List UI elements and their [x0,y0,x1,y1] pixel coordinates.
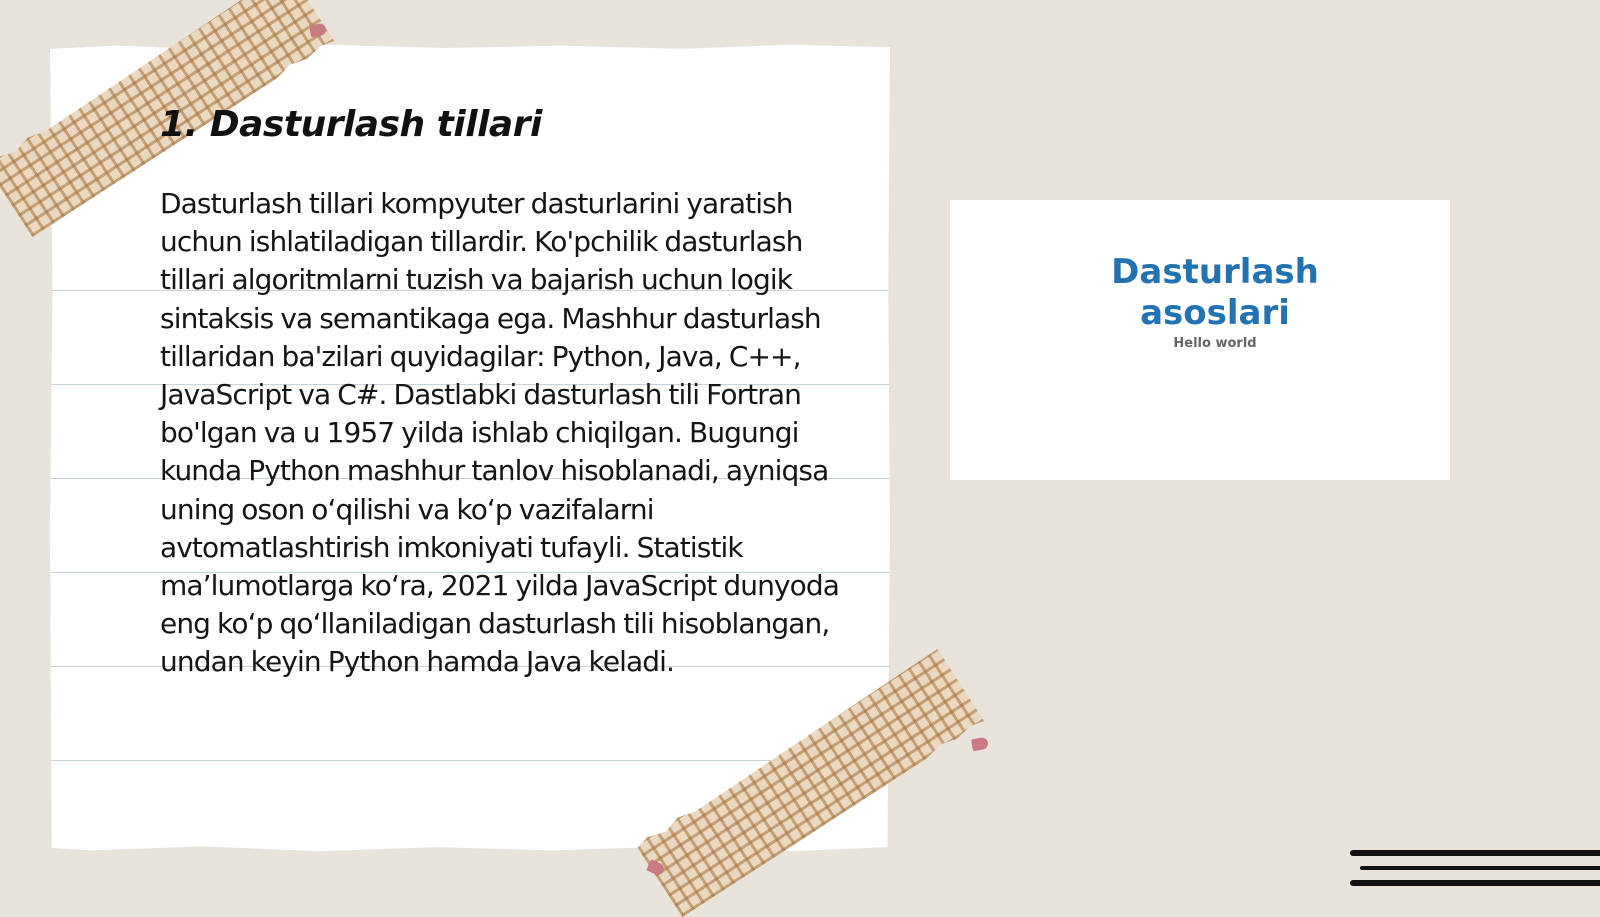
slide-body-text: Dasturlash tillari kompyuter dasturlarini yaratish uchun ishlatiladigan tillardir. Ko'pchilik dasturlash tillari algoritmlarni tuzish va bajarish uchun logik sintaksis va semantikaga ega. Mashhur dasturlash tillaridan ba'zilari quyidagilar: Python, Java, C++, JavaScript va C#. Dastlabki dasturlash tili Fortran bo'lgan va u 1957 yilda ishlab chiqilgan. Bugungi kunda Python mashhur tanlov hisoblanadi, ayniqsa uning oson o‘qilishi va ko‘p vazifalarni avtomatlashtirish imkoniyati tufayli. Statistik ma’lumotlarga ko‘ra, 2021 yilda JavaScript dunyoda eng ko‘p qo‘llaniladigan dasturlash tili hisoblangan, undan keyin Python hamda Java keladi. [160,187,840,679]
slide-title: 1. Dasturlash tillari [160,104,542,145]
brush-stroke-decoration [1350,880,1600,886]
image-subtitle: Hello world [1173,336,1257,351]
image-title: Dasturlash asoslari [1111,252,1319,333]
brush-stroke-decoration [1360,866,1600,870]
slide-image [950,200,1450,480]
brush-stroke-decoration [1350,850,1600,856]
paper-rule-line [50,760,890,761]
tape-pin-decoration [971,737,989,752]
